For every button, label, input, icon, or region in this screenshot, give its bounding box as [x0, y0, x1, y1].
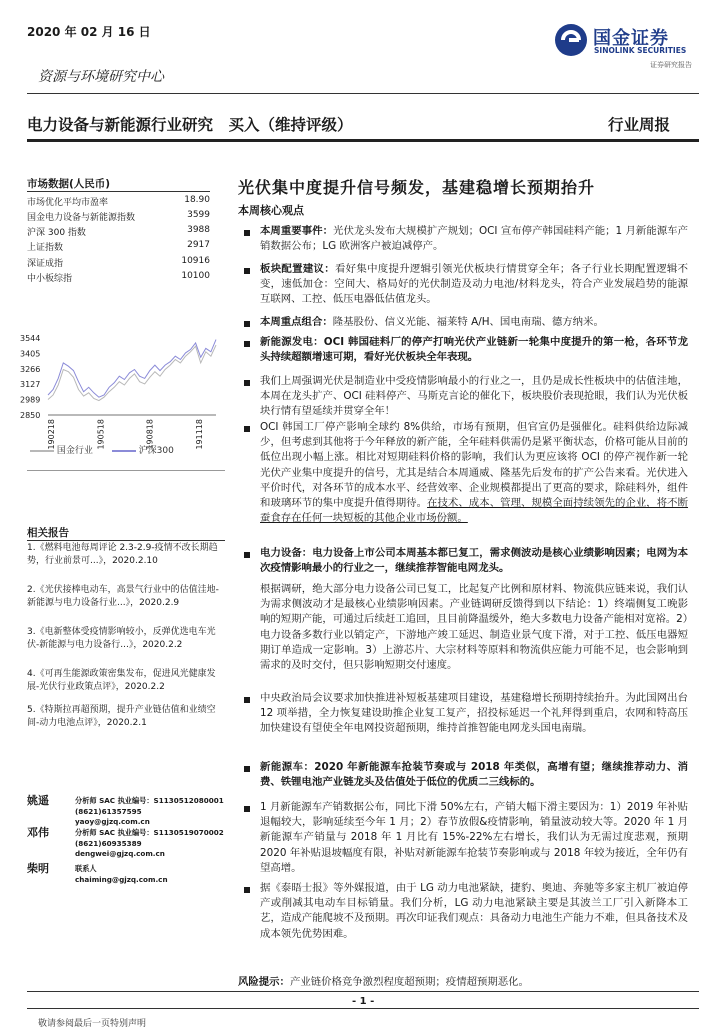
paragraph: 据《泰晤士报》等外媒报道，由于 LG 动力电池紧缺，捷豹、奥迪、奔驰等多家主机厂被迫停产或削减其电动车目标销量。我们分析，LG 动力电池紧缺主要是其波兰工厂引入新降本工艺，造成产能爬坡不及预期。再次印证我们观点：具备动力电池生产能力不难，但具备技术及成本领先优势困难。 — [260, 882, 688, 940]
market-row: 中小板综指 10100 — [27, 271, 210, 284]
paragraph: 我们上周强调光伏是制造业中受疫情影响最小的行业之一，且仍是成长性板块中的估值洼地，本周在龙头扩产、OCI 硅料停产、马斯克言论的催化下，板块股价表现抢眼，我们认为光伏板块行情有望延续并贯穿全年！ — [260, 375, 688, 418]
paragraph-highlight: 新能源发电：OCI 韩国硅料厂的停产打响光伏产业链新一轮集中度提升的第一枪，各环节龙头持续超额增速可期，看好光伏板块全年表现。 — [260, 336, 688, 364]
analyst-card: 柴明 联系人 chaiming@gjzq.com.cn — [27, 862, 168, 884]
related-report-item[interactable]: 4.《可再生能源政策密集发布，促进风光健康发展-光伏行业政策点评》，2020.2.2 — [27, 669, 216, 693]
market-divider — [27, 191, 210, 192]
core-views-title: 本周核心观点 — [238, 204, 304, 217]
logo-sub: 证券研究报告 — [650, 61, 692, 69]
header-divider — [27, 93, 699, 94]
legend-swatch-hs300 — [112, 450, 136, 452]
paragraph: 板块配置建议：看好集中度提升逻辑引领光伏板块行情贯穿全年；各子行业长期配置逻辑不变，速低加仓：空间大、格局好的光伏制造及动力电池/材料龙头，符合产业发展趋势的能源互联网、工控、低压电器低估值龙头。 — [260, 263, 689, 306]
series-line-industry — [48, 345, 216, 401]
disclaimer: 敬请参阅最后一页特别声明 — [38, 1019, 147, 1029]
related-reports-title: 相关报告 — [27, 527, 69, 539]
related-report-item[interactable]: 1.《燃料电池每周评论 2.3-2.9-疫情不改长期趋势，行业前景可...》，2020.2.10 — [27, 543, 218, 567]
research-center: 资源与环境研究中心 — [38, 69, 164, 85]
bullet-icon — [244, 380, 250, 386]
analyst-card: 邓伟 分析师 SAC 执业编号：S1130519070002 (8621)60935389 dengwei@gjzq.com.cn — [27, 826, 224, 858]
report-title: 光伏集中度提升信号频发，基建稳增长预期抬升 — [238, 178, 596, 197]
analyst-card: 姚遥 分析师 SAC 执业编号：S1130512080001 (8621)61357595 yaoy@gjzq.com.cn — [27, 794, 224, 826]
y-tick-label: 3405 — [20, 349, 41, 359]
title-divider — [27, 139, 699, 142]
chart-legend — [30, 443, 174, 456]
legend-swatch-industry — [30, 450, 54, 452]
logo-name: 国金证券 — [593, 28, 669, 49]
sinolink-logo-icon — [553, 22, 589, 58]
y-tick-label: 3127 — [20, 380, 41, 390]
bullet-icon — [244, 268, 250, 274]
report-type: 行业周报 — [608, 116, 671, 134]
analyst-name: 邓伟 — [27, 826, 49, 839]
bullet-icon — [244, 766, 250, 772]
market-row: 深证成指 10916 — [27, 256, 210, 269]
x-tick-label: 191118 — [195, 419, 204, 450]
paragraph: 中央政治局会议要求加快推进补短板基建项目建设，基建稳增长预期持续抬升。为此国网出台 12 项举措，全力恢复建设助推企业复工复产，招投标延迟一个礼拜得到重启，农网和特高压加快建设有望使全年电网投资超预期，维持首推智能电网龙头国电南瑞。 — [260, 692, 688, 735]
paragraph: 1 月新能源车产销数据公布，同比下滑 50%左右，产销大幅下滑主要因为：1）2019 年补贴退幅较大，影响延续至今年 1 月；2）春节放假&疫情影响，销量波动较大等。2020 年 1 月新能源车产销量与 2018 年 1 月比有 15%-22%左右增长，我们认为无需过度悲观，预期 2020 年补贴退坡幅度有限，补贴对新能源车抢装节奏影响或与 2018 年较为接近，全年仍有望高增。 — [260, 801, 688, 874]
x-tick-label: 190518 — [96, 419, 106, 450]
paragraph: 根据调研，绝大部分电力设备公司已复工，比起复产比例和原材料、物流供应链来说，我们认为需求侧波动才是最核心业绩影响因素。产业链调研反馈得到以下结论：1）终端侧复工晚影响的短期产能，可通过后续赶工追回，且目前降温缓外，绝大多数电力设备产能相对宽裕。2）电力设备多数行业以销定产，下游地产竣工延迟、制造业景气度下滑，对于工控、低压电器短期订单造成一定影响。3）上游芯片、大宗材料等原料和物流供应能力可能不足，也会影响到需求的及时交付，但只影响短期交付速度。 — [260, 583, 688, 672]
market-row: 市场优化平均市盈率 18.90 — [27, 195, 210, 208]
paragraph: OCI 韩国工厂停产影响全球约 8%供给，市场有预期，但官宣仍是强催化。硅料供给边际减少，但考虑到其他将于今年释放的新产能，全年硅料供需仍是紧平衡状态，价格可能从目前的低位出现小幅上涨。相比对短期硅料价格的影响，我们认为更应该将 OCI 的停产视作新一轮光伏产业集中度提升的信号，尤其是结合本周通威、隆基先后发布的扩产公告来看。光伏进入平价时代，对各环节的成本水平、经营效率、企业规模都提出了更高的要求，除硅料外，组件和玻璃环节的集中度提升值得期待。在技术、成本、管理、规模全面持续领先的企业，将不断蚕食存在任何一块短板的其他企业市场份额。 — [260, 421, 689, 525]
market-row: 国金电力设备与新能源指数 3599 — [27, 210, 210, 223]
chart-divider — [27, 470, 225, 471]
y-tick-label: 3266 — [20, 364, 41, 374]
footer-divider — [27, 991, 699, 992]
x-tick-label: 190218 — [47, 419, 56, 450]
index-chart — [20, 320, 220, 490]
bullet-icon — [244, 426, 250, 432]
risk-warning: 风险提示：产业链价格竞争激烈程度超预期；疫情超预期恶化。 — [238, 976, 529, 988]
market-row: 沪深 300 指数 3988 — [27, 225, 210, 238]
x-tick-label: 190818 — [145, 419, 155, 450]
market-row: 上证指数 2917 — [27, 240, 210, 253]
series-line-hs300 — [48, 340, 216, 398]
legend-label: 国金行业 — [56, 446, 93, 456]
y-tick-label: 3544 — [20, 334, 41, 343]
y-tick-label: 2989 — [20, 395, 41, 405]
page-title: 电力设备与新能源行业研究 买入（维持评级） — [27, 116, 353, 134]
paragraph-highlight: 新能源车：2020 年新能源车抢装节奏或与 2018 年类似，高增有望；继续推荐动力、消费、铁锂电池产业链龙头及估值处于低位的优质二三线标的。 — [260, 761, 688, 789]
bullet-icon — [244, 887, 250, 893]
logo-en: SINOLINK SECURITIES — [594, 46, 687, 55]
y-tick-label: 2850 — [20, 411, 41, 420]
bullet-icon — [244, 697, 250, 703]
footer-divider-bottom — [27, 1008, 699, 1009]
legend-label: 沪深300 — [138, 446, 174, 456]
report-date: 2020 年 02 月 16 日 — [27, 25, 151, 39]
paragraph: 本周重要事件：光伏龙头发布大规模扩产规划；OCI 宣布停产韩国硅料产能；1 月新能源车产销数据公布；LG 欧洲客户被迫减停产。 — [260, 225, 689, 253]
bullet-icon — [244, 806, 250, 812]
related-divider — [27, 540, 225, 541]
paragraph: 本周重点组合：隆基股份、信义光能、福莱特 A/H、国电南瑞、德方纳米。 — [260, 316, 604, 328]
page-number: - 1 - — [352, 996, 375, 1007]
bullet-icon — [244, 341, 250, 347]
market-data-title: 市场数据(人民币) — [27, 178, 111, 190]
analyst-name: 柴明 — [27, 862, 49, 875]
bullet-icon — [244, 230, 250, 236]
bullet-icon — [244, 321, 250, 327]
analyst-name: 姚遥 — [27, 794, 49, 807]
bullet-icon — [244, 552, 250, 558]
paragraph-highlight: 电力设备：电力设备上市公司本周基本都已复工，需求侧波动是核心业绩影响因素；电网为本次疫情影响最小的行业之一，继续推荐智能电网龙头。 — [260, 547, 688, 575]
related-report-item[interactable]: 5.《特斯拉再超预期，提升产业链估值和业绩空间-动力电池点评》，2020.2.1 — [27, 705, 216, 729]
related-report-item[interactable]: 2.《光伏接棒电动车，高景气行业中的估值洼地-新能源与电力设备行业...》，2020.2.9 — [27, 585, 219, 609]
related-report-item[interactable]: 3.《电新整体受疫情影响较小，反弹优选电车光伏-新能源与电力设备行...》，2020.2.2 — [27, 627, 216, 651]
